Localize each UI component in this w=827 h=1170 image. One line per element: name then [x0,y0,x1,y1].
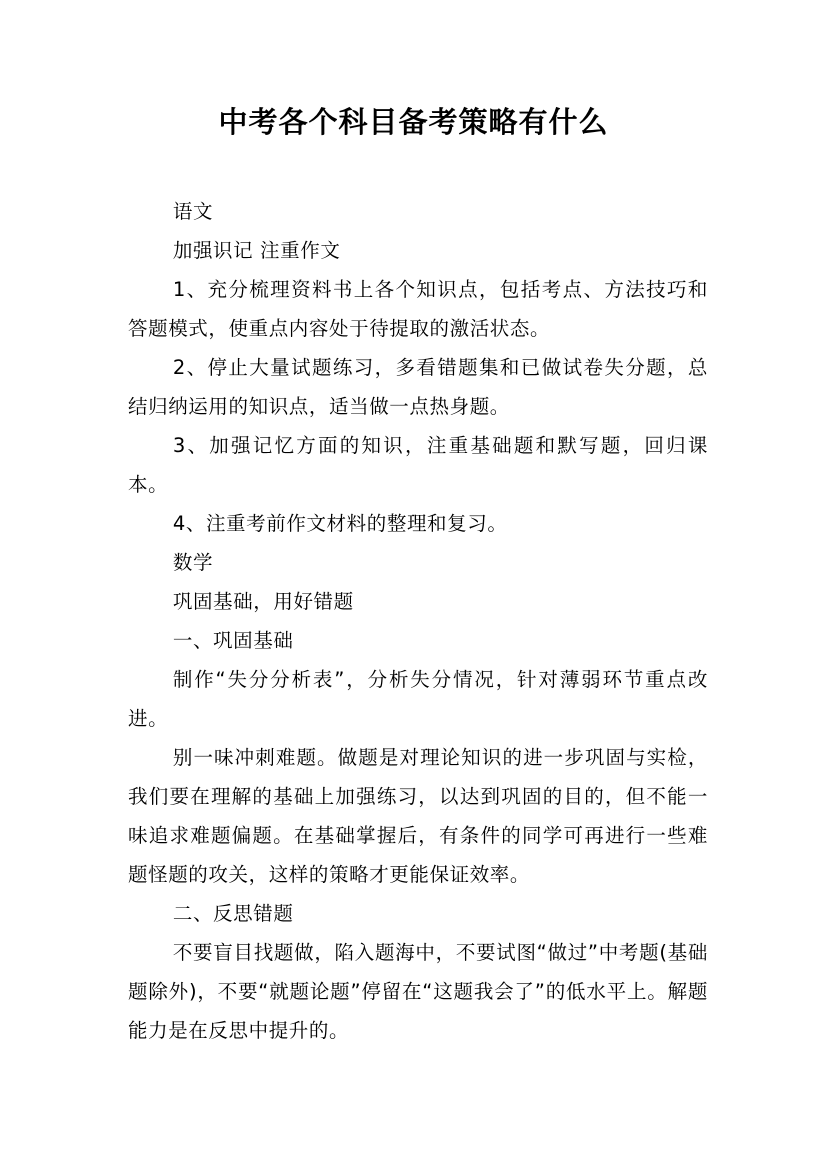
document-body [128,192,708,1050]
paragraph-math-heading: 巩固基础，用好错题 [172,590,354,613]
paragraph-subject-math: 数学 [172,551,214,574]
paragraph-math-section-1: 一、巩固基础 [172,629,294,652]
document-title: 中考各个科目备考策略有什么 [218,105,609,139]
paragraph-chinese-point-2: 2、停止大量试题练习，多看错题集和已做试卷失分题，总结归纳运用的知识点，适当做一点热身题。 [128,356,708,418]
paragraph-chinese-point-4: 4、注重考前作文材料的整理和复习。 [172,512,508,535]
paragraph-subject-chinese: 语文 [172,200,214,223]
paragraph-chinese-point-1: 1、充分梳理资料书上各个知识点，包括考点、方法技巧和答题模式，使重点内容处于待提取的激活状态。 [128,278,708,340]
paragraph-chinese-heading: 加强识记 注重作文 [172,239,341,262]
paragraph-math-text-1: 制作“失分分析表”，分析失分情况，针对薄弱环节重点改进。 [128,668,708,730]
paragraph-chinese-point-3: 3、加强记忆方面的知识，注重基础题和默写题，回归课本。 [128,434,708,496]
paragraph-math-text-2: 别一味冲刺难题。做题是对理论知识的进一步巩固与实检，我们要在理解的基础上加强练习，以达到巩固的目的，但不能一味追求难题偏题。在基础掌握后，有条件的同学可再进行一些难题怪题的攻关，这样的策略才更能保证效率。 [128,746,708,886]
paragraph-math-section-2: 二、反思错题 [172,902,294,925]
paragraph-math-text-3: 不要盲目找题做，陷入题海中，不要试图“做过”中考题(基础题除外)，不要“就题论题”停留在“这题我会了”的低水平上。解题能力是在反思中提升的。 [128,941,708,1042]
